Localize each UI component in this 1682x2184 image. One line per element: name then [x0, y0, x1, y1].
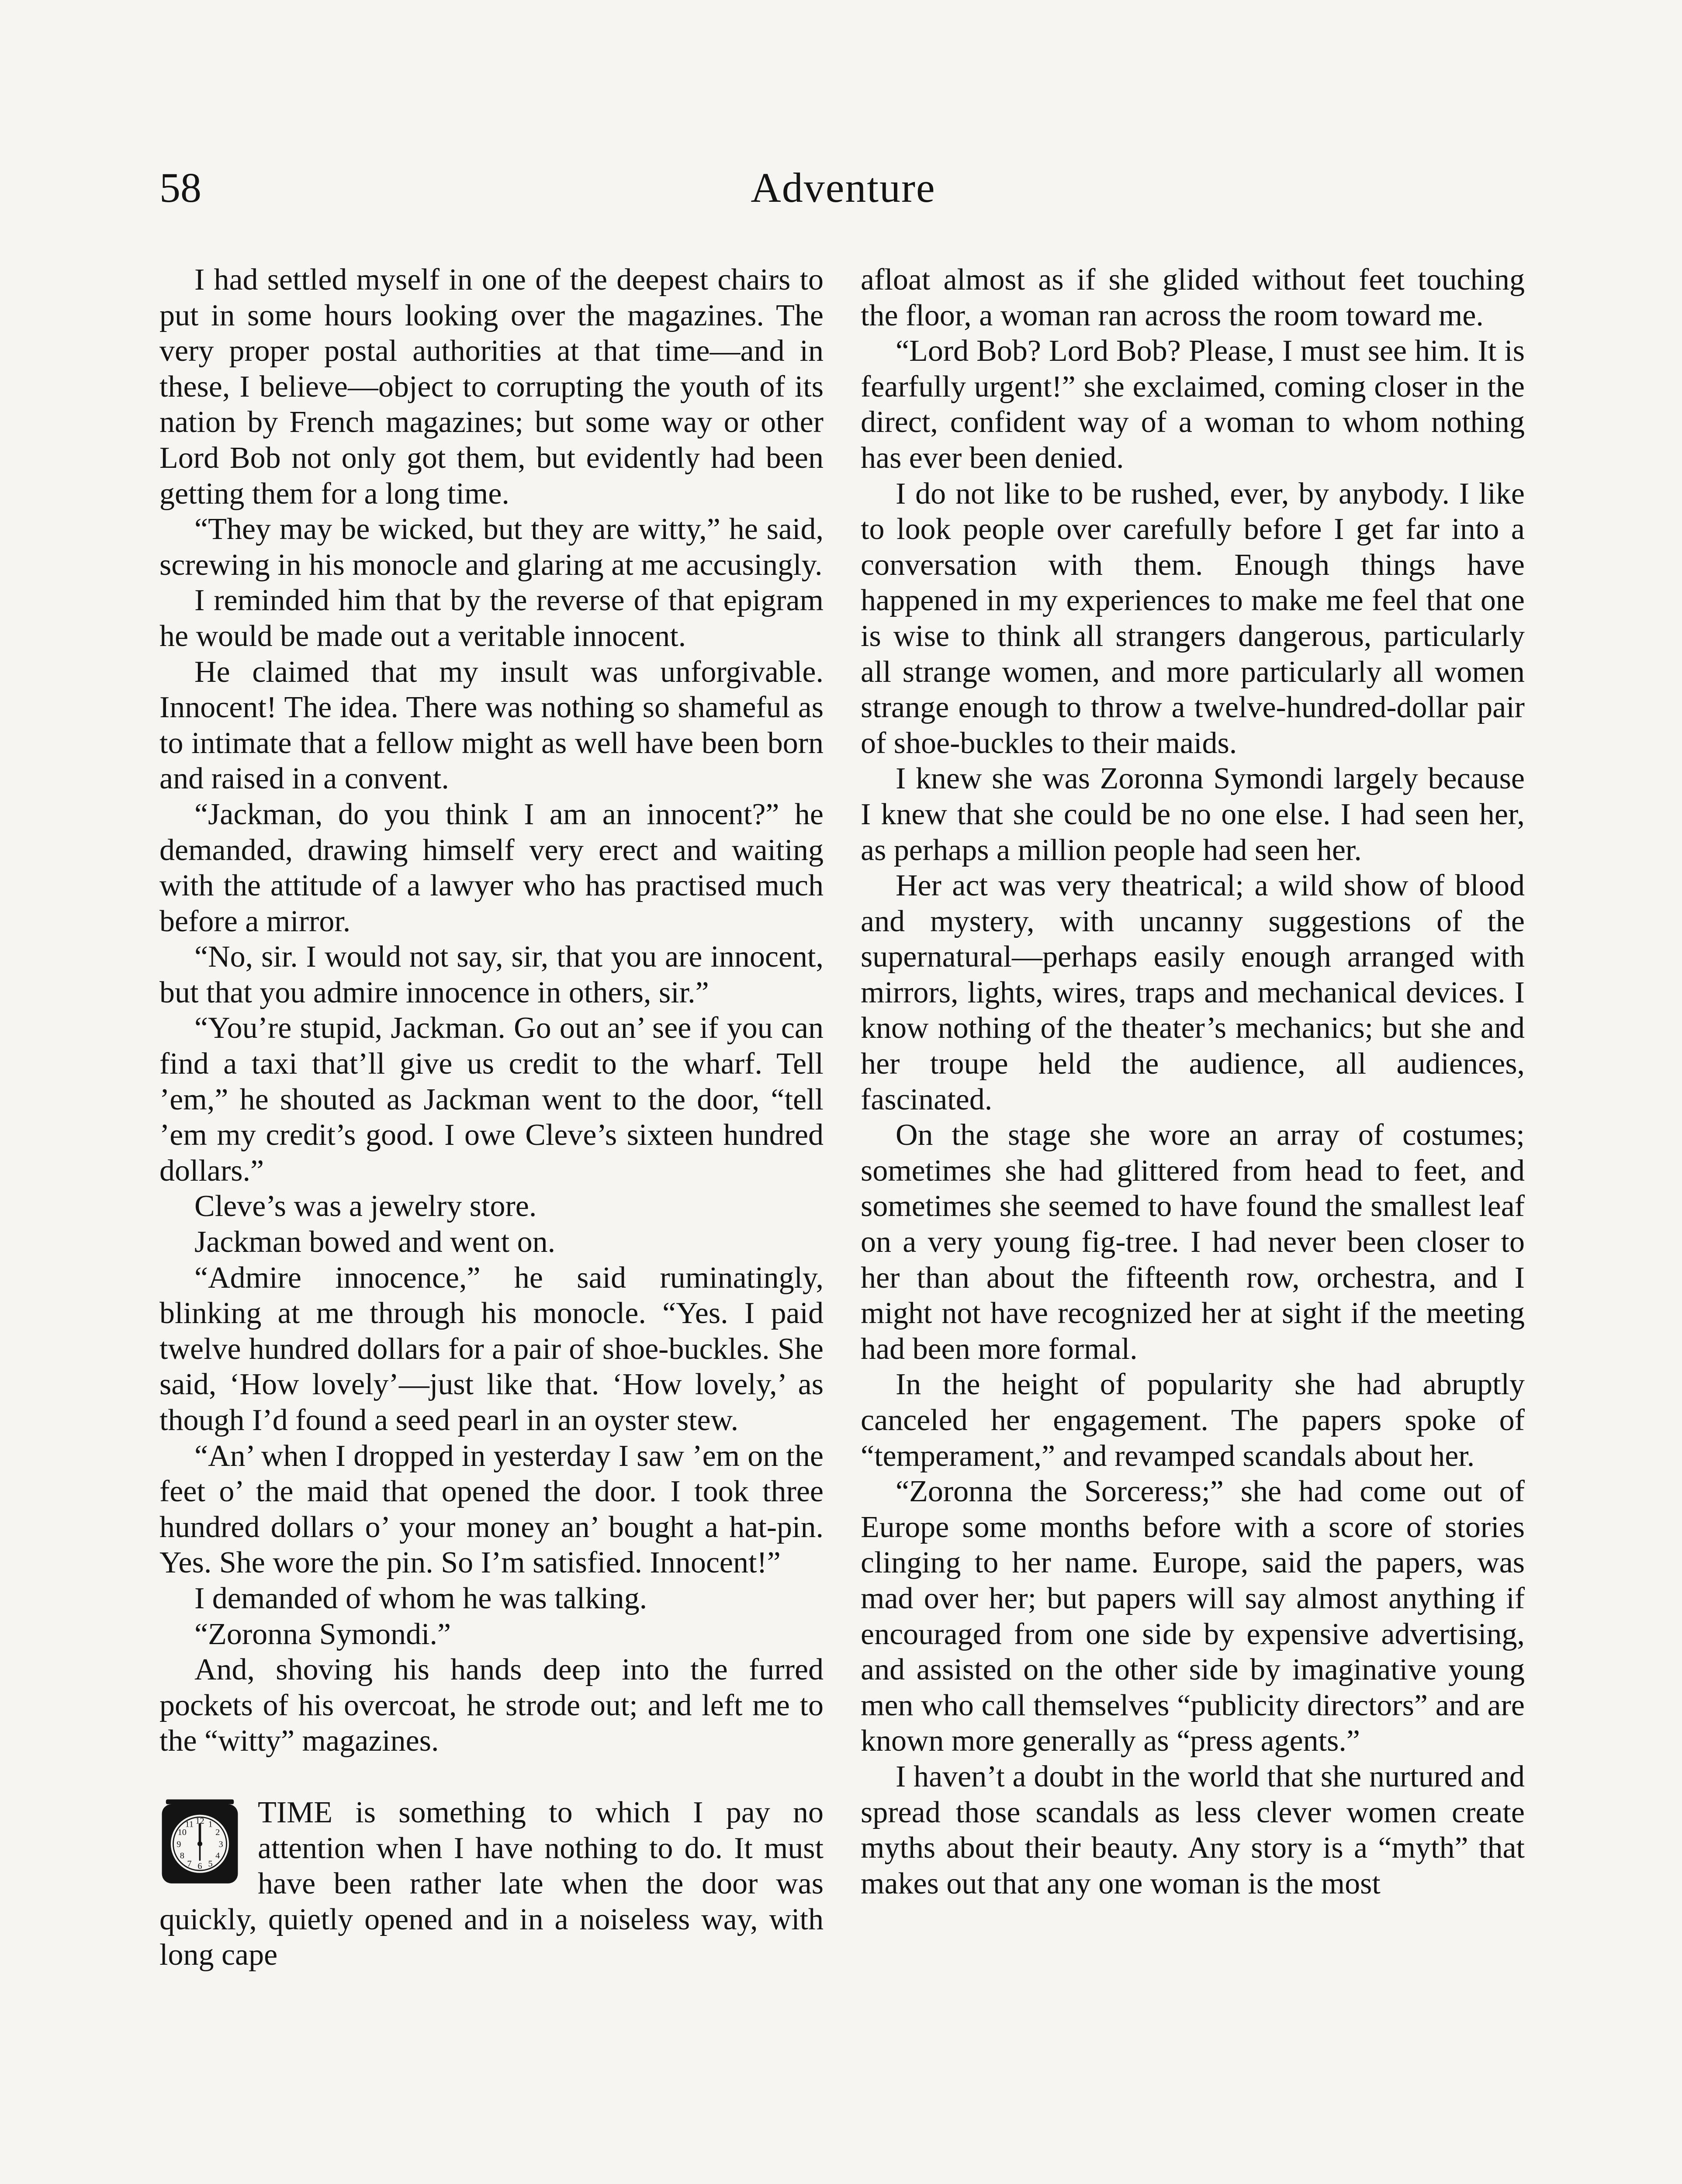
paragraph: And, shoving his hands deep into the furred pockets of his overcoat, he strode out; and left me to the “witty” magazines.	[159, 1653, 824, 1758]
svg-text:11: 11	[185, 1819, 194, 1829]
svg-text:8: 8	[180, 1851, 184, 1861]
paragraph: “An’ when I dropped in yesterday I saw ’em on the feet o’ the maid that opened the door. I took three hundred dollars o’ your money an’ bought a hat-pin. Yes. She wore the pin. So I’m satisfied. Innocent!”	[159, 1439, 824, 1580]
svg-text:12: 12	[195, 1816, 204, 1826]
running-head: Adventure	[751, 164, 936, 211]
paragraph: I do not like to be rushed, ever, by anybody. I like to look people over carefully before I get far into a conversation with them. Enough things have happened in my experiences to make me feel that one is wise to think all strangers dangerous, particularly all strange women, and more particularly all women strange enough to throw a twelve-hundred-dollar pair of shoe-buckles to their maids.	[861, 477, 1525, 760]
paragraph: I reminded him that by the reverse of that epigram he would be made out a veritable innocent.	[159, 584, 824, 653]
paragraph: “They may be wicked, but they are witty,” he said, screwing in his monocle and glaring at me accusingly.	[159, 512, 824, 582]
paragraph: “No, sir. I would not say, sir, that you are innocent, but that you admire innocence in others, sir.”	[159, 940, 824, 1009]
paragraph: afloat almost as if she glided without feet touching the floor, a woman ran across the room toward me.	[861, 263, 1525, 332]
paragraph: Her act was very theatrical; a wild show of blood and mystery, with uncanny suggestions of the supernatural—perhaps easily enough arranged with mirrors, lights, wires, traps and mechanical devices. I know nothing of the theater’s mechanics; but she and her troupe held the audience, all audiences, fascinated.	[861, 869, 1525, 1116]
paragraph: “You’re stupid, Jackman. Go out an’ see if you can find a taxi that’ll give us credit to the wharf. Tell ’em,” he shouted as Jackman went to the door, “tell ’em my credit’s good. I owe Cleve’s sixteen hundred dollars.”	[159, 1011, 824, 1188]
svg-text:4: 4	[215, 1851, 220, 1861]
page-number: 58	[159, 164, 201, 211]
paragraph: In the height of popularity she had abruptly canceled her engagement. The papers spoke of “temperament,” and revamped scandals about her.	[861, 1368, 1525, 1473]
clock-icon	[159, 1797, 240, 1887]
svg-text:9: 9	[177, 1839, 181, 1849]
paragraph: I had settled myself in one of the deepest chairs to put in some hours looking over the magazines. The very proper postal authorities at that time—and in these, I believe—object to corrupting the youth of its nation by French magazines; but some way or other Lord Bob not only got them, but evidently had been getting them for a long time.	[159, 263, 824, 511]
page-header	[159, 162, 1527, 223]
paragraph: “Lord Bob? Lord Bob? Please, I must see him. It is fearfully urgent!” she exclaimed, coming closer in the direct, confident way of a woman to whom nothing has ever been denied.	[861, 334, 1525, 475]
paragraph: “Zoronna the Sorceress;” she had come out of Europe some months before with a score of stories clinging to her name. Europe, said the papers, was mad over her; but papers will say almost anything if encouraged from one side by expensive advertising, and assisted on the other side by imaginative young men who call themselves “publicity directors” and are known more generally as “press agents.”	[861, 1475, 1525, 1758]
paragraph: I demanded of whom he was talking.	[194, 1581, 647, 1615]
paragraph: “Jackman, do you think I am an innocent?” he demanded, drawing himself very erect and waiting with the attitude of a lawyer who has practised much before a mirror.	[159, 797, 824, 938]
svg-text:10: 10	[177, 1827, 187, 1837]
svg-text:1: 1	[208, 1819, 213, 1829]
paragraph: “Zoronna Symondi.”	[194, 1617, 451, 1651]
svg-text:7: 7	[187, 1859, 192, 1869]
paragraph: “Admire innocence,” he said ruminatingly, blinking at me through his monocle. “Yes. I paid twelve hundred dollars for a pair of shoe-buckles. She said, ‘How lovely’—just like that. ‘How lovely,’ as though I’d found a seed pearl in an oyster stew.	[159, 1261, 824, 1437]
section-opening-paragraph: TIME is something to which I pay no attention when I have nothing to do. It must have been rather late when the door was quickly, quietly opened and in a noiseless way, with long cape	[159, 1795, 824, 1972]
paragraph: Cleve’s was a jewelry store.	[194, 1189, 537, 1223]
paragraph: He claimed that my insult was unforgivable. Innocent! The idea. There was nothing so shameful as to intimate that a fellow might as well have been born and raised in a convent.	[159, 655, 824, 796]
paragraph: Jackman bowed and went on.	[194, 1225, 556, 1259]
right-column	[861, 262, 1525, 1901]
left-column	[159, 262, 824, 1973]
paragraph: I haven’t a doubt in the world that she nurtured and spread those scandals as less clever women create myths about their beauty. Any story is a “myth” that makes out that any one woman is the most	[861, 1759, 1525, 1901]
svg-text:2: 2	[215, 1827, 220, 1837]
svg-text:5: 5	[208, 1859, 213, 1869]
section-break	[159, 1795, 824, 1973]
paragraph: On the stage she wore an array of costumes; sometimes she had glittered from head to feet, and sometimes she seemed to have found the smallest leaf on a very young fig-tree. I had never been closer to her than about the fifteenth row, orchestra, and I might not have recognized her at sight if the meeting had been more formal.	[861, 1118, 1525, 1366]
paragraph: I knew she was Zoronna Symondi largely because I knew that she could be no one else. I had seen her, as perhaps a million people had seen her.	[861, 762, 1525, 867]
svg-text:3: 3	[218, 1839, 223, 1849]
svg-text:6: 6	[197, 1861, 202, 1871]
